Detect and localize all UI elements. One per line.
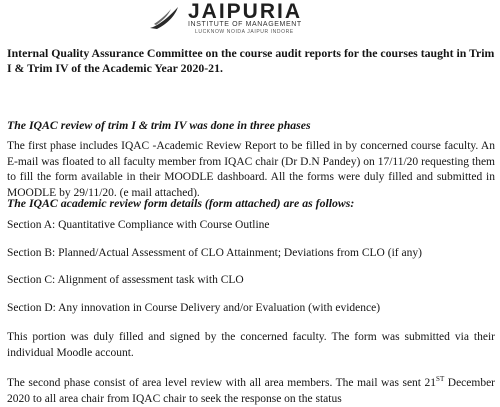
review-form-heading: The IQAC academic review form details (form attached) are as follows:: [7, 196, 355, 210]
second-phase-continuation: December 2020 to all area chair from IQAC chair to seek the response on the status: [7, 377, 496, 405]
document-title: Internal Quality Assurance Committee on the course audit reports for the courses taught in Trim I & Trim IV of the Academic Year 2020-21.: [7, 46, 495, 75]
faculty-submission-paragraph: This portion was duly filled and signed by the concerned faculty. The form was submitted via their individual Moodle account.: [7, 331, 495, 359]
logo-subtitle: INSTITUTE OF MANAGEMENT: [188, 21, 302, 28]
section-d-item: Section D: Any innovation in Course Delivery and/or Evaluation (with evidence): [7, 302, 381, 314]
second-phase-text: The second phase consist of area level review with all area members. The mail was sent 21: [7, 377, 437, 389]
institute-logo: [148, 2, 328, 36]
swoosh-logo-icon: [148, 4, 182, 32]
section-a-item: Section A: Quantitative Compliance with Course Outline: [7, 219, 270, 231]
first-phase-paragraph: The first phase includes IQAC -Academic Review Report to be filled in by concerned course faculty. An E-mail was floated to all faculty member from IQAC chair (Dr D.N Pandey) on 17/11/20 requesting them to fill the form available in their MOODLE dashboard. All the forms were duly filled and submitted in MOODLE by 29/11/20. (e mail attached).: [7, 140, 495, 199]
date-ordinal-suffix: ST: [436, 375, 445, 384]
review-phases-heading: The IQAC review of trim I & trim IV was done in three phases: [7, 118, 311, 132]
logo-cities: LUCKNOW NOIDA JAIPUR INDORE: [195, 29, 294, 35]
logo-name: JAIPURIA: [188, 0, 303, 23]
second-phase-paragraph: [7, 376, 495, 407]
section-c-item: Section C: Alignment of assessment task with CLO: [7, 274, 244, 286]
section-b-item: Section B: Planned/Actual Assessment of CLO Attainment; Deviations from CLO (if any): [7, 247, 422, 259]
